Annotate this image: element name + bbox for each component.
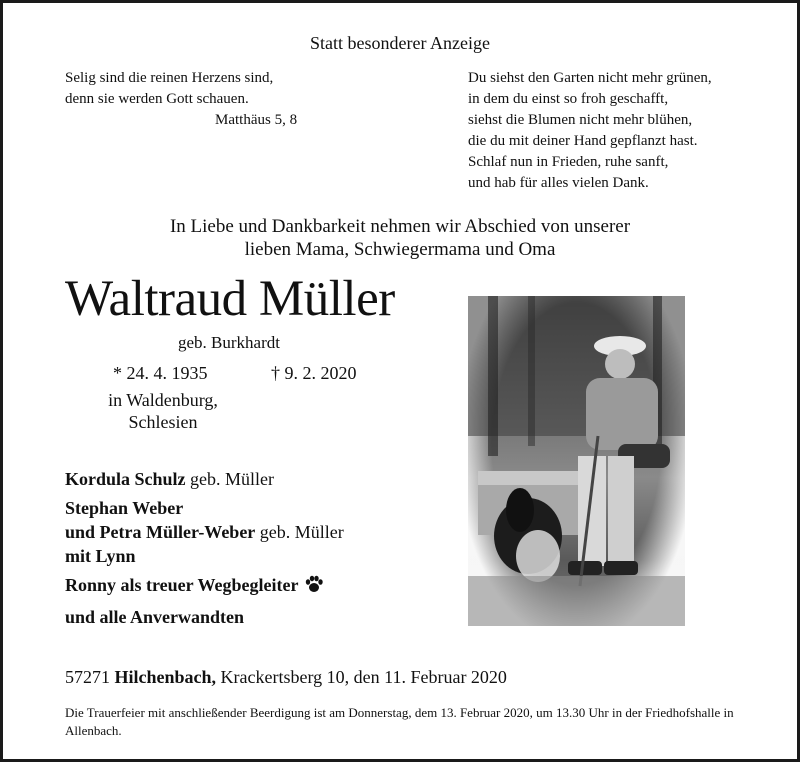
mourner-note: geb. Müller — [190, 469, 275, 489]
postal-code: 57271 — [65, 667, 110, 687]
mourners-list — [65, 467, 344, 629]
mourner-name: Stephan Weber — [65, 498, 184, 518]
poem-line: Du siehst den Garten nicht mehr grünen, — [468, 70, 712, 86]
poem-line: Schlaf nun in Frieden, ruhe sanft, — [468, 154, 669, 170]
mourner-entry — [65, 496, 344, 520]
birth-date: * 24. 4. 1935 — [113, 363, 208, 383]
address-line — [65, 667, 507, 688]
poem-line: siehst die Blumen nicht mehr blühen, — [468, 112, 693, 128]
verse-source: Matthäus 5, 8 — [215, 112, 298, 128]
birth-place — [88, 389, 238, 433]
deceased-name: Waltraud Müller — [65, 271, 395, 327]
intro-line: lieben Mama, Schwiegermama und Oma — [244, 239, 556, 260]
street-date: Krackertsberg 10, den 11. Februar 2020 — [220, 667, 507, 687]
poem-line: in dem du einst so froh geschafft, — [468, 91, 669, 107]
death-date: † 9. 2. 2020 — [271, 363, 357, 383]
ceremony-info: Die Trauerfeier mit anschließender Beerdigung ist am Donnerstag, dem 13. Februar 2020, um 13.30 Uhr in der Friedhofshalle in Allenbach. — [65, 705, 734, 738]
mourner-entry — [65, 605, 344, 629]
verse-line: denn sie werden Gott schauen. — [65, 91, 249, 107]
portrait-photo-illustration — [468, 296, 685, 626]
poem-line: und hab für alles vielen Dank. — [468, 175, 649, 191]
notice-header: Statt besonderer Anzeige — [310, 33, 490, 53]
mourner-note: geb. Müller — [259, 522, 344, 542]
bible-verse — [65, 68, 315, 131]
mourner-entry — [65, 573, 344, 600]
mourner-name: und alle Anverwandten — [65, 607, 245, 627]
birth-place-line: Schlesien — [128, 412, 198, 432]
verse-line: Selig sind die reinen Herzens sind, — [65, 70, 274, 86]
mourner-name: Kordula Schulz — [65, 469, 186, 489]
intro-line: In Liebe und Dankbarkeit nehmen wir Abschied von unserer — [169, 216, 631, 237]
mourner-name: Ronny als treuer Wegbegleiter — [65, 575, 299, 595]
mourner-entry — [65, 467, 344, 491]
poem-line: die du mit deiner Hand gepflanzt hast. — [468, 133, 698, 149]
city: Hilchenbach, — [114, 667, 217, 687]
mourner-name: und Petra Müller-Weber — [65, 522, 256, 542]
intro-text — [3, 215, 797, 261]
maiden-name: geb. Burkhardt — [178, 333, 280, 352]
mourner-entry — [65, 544, 344, 568]
mourner-entry — [65, 520, 344, 544]
portrait-photo — [468, 296, 685, 626]
birth-place-line: in Waldenburg, — [108, 390, 218, 410]
mourner-name: mit Lynn — [65, 546, 136, 566]
paw-icon — [304, 574, 324, 600]
poem — [468, 68, 778, 194]
